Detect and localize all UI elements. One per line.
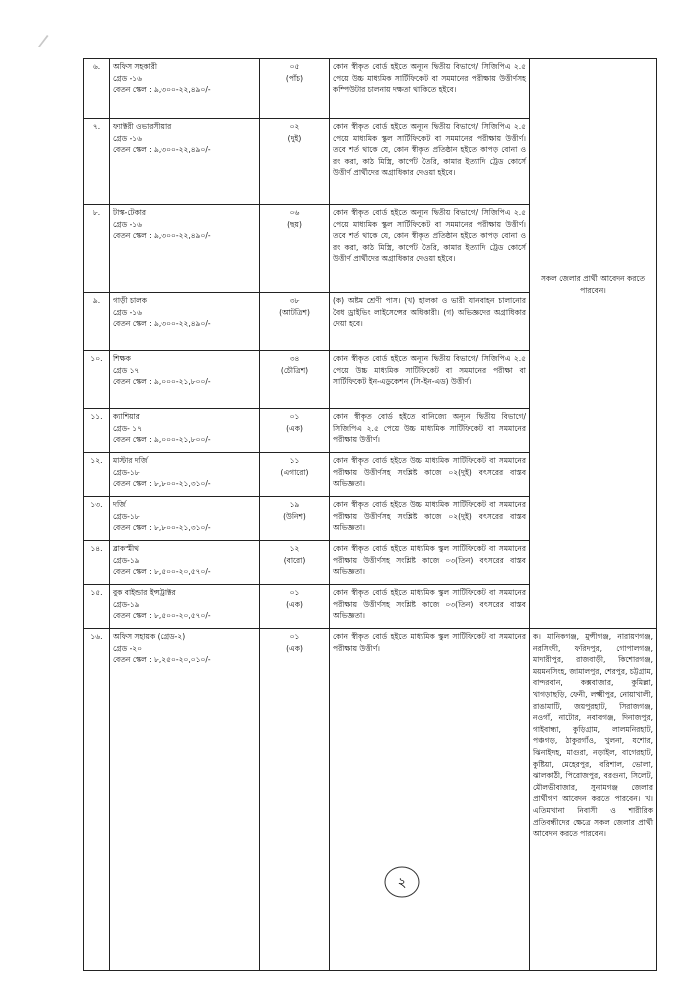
post-count: ৩৪ [289, 354, 300, 363]
serial-no: ১০. [90, 354, 103, 363]
post-count-words: (এক) [286, 643, 303, 653]
serial-no: ৭. [92, 122, 101, 131]
post-count-words: (এক) [286, 423, 303, 433]
qualification-text: (ক) অষ্টম শ্রেণী পাস। (খ) হালকা ও ভারী যানবাহন চালানোর বৈধ ড্রাইভিং লাইসেন্সের অধিকারী। (গ) অভিজ্ঞদের অগ্রাধিকার দেয়া হবে। [333, 296, 526, 329]
qualification-cell [330, 293, 530, 351]
qualification-text: কোন স্বীকৃত বোর্ড হইতে অন্যূন দ্বিতীয় বিভাগে/ সিজিপিএ ২.৫ পেয়ে মাধ্যমিক স্কুল সার্টিফিকেট বা সমমানের পরীক্ষায় উত্তীর্ণ। তবে শর্ত থাকে যে, কোন স্বীকৃত প্রতিষ্ঠান হইতে কাপড় বোনা ও রং করা, কাঠ মিস্ত্রি, কার্পেট তৈরি, কামার ইত্যাদি ট্রেড কোর্সে উত্তীর্ণ প্রার্থীদের অগ্রাধিকার দেওয়া হইবে। [333, 208, 526, 264]
post-grade: গ্রেড- ১৭ [113, 423, 143, 433]
post-name: দর্জি [113, 500, 126, 509]
post-cell [110, 453, 260, 497]
serial-cell [84, 293, 110, 351]
serial-cell [84, 541, 110, 585]
qualification-cell [330, 351, 530, 409]
serial-no: ১২. [90, 456, 103, 465]
post-grade: গ্রেড -১৬ [113, 73, 143, 83]
post-grade: গ্রেড-১৯ [113, 555, 140, 565]
qualification-cell [330, 59, 530, 119]
serial-no: ১১. [90, 412, 103, 421]
post-cell [110, 59, 260, 119]
post-count: ০২ [289, 122, 300, 131]
post-count: ১১ [289, 456, 300, 465]
district-all-text: সকল জেলার প্রার্থী আবেদন করতে পারবেন। [540, 274, 646, 295]
serial-cell [84, 629, 110, 971]
page-number-mark [382, 862, 422, 902]
serial-no: ১৬. [90, 632, 103, 641]
table-row [84, 629, 657, 971]
post-count: ১৯ [289, 500, 300, 509]
post-count: ০৫ [289, 62, 300, 71]
serial-no: ১৪. [90, 544, 103, 553]
qualification-cell [330, 585, 530, 629]
qualification-text: কোন স্বীকৃত বোর্ড হইতে বানিজ্যে অন্যূন দ্বিতীয় বিভাগে/সিজিপিএ ২.৫ পেয়ে উচ্চ মাধ্যমিক সার্টিফিকেট বা সমমানের পরীক্ষায় উত্তীর্ণ। [333, 412, 526, 445]
post-grade: গ্রেড-১৮ [113, 511, 140, 521]
serial-cell [84, 409, 110, 453]
pay-scale: বেতন স্কেল : ৯,৩০০-২২,৪৯০/- [113, 85, 211, 95]
post-count: ০১ [289, 632, 300, 641]
post-count-words: (বারো) [283, 555, 306, 565]
qualification-text: কোন স্বীকৃত বোর্ড হইতে মাধ্যমিক স্কুল সার্টিফিকেট বা সমমানের পরীক্ষায় উত্তীর্ণ। [333, 632, 526, 653]
qualification-text: কোন স্বীকৃত বোর্ড হইতে উচ্চ মাধ্যমিক সার্টিফিকেট বা সমমানের পরীক্ষায় উত্তীর্ণসহ সংশ্লিষ্ট কাজে ০২(দুই) বৎসরের বাস্তব অভিজ্ঞতা। [333, 456, 526, 489]
post-count: ০১ [289, 588, 300, 597]
qualification-text: কোন স্বীকৃত বোর্ড হইতে উচ্চ মাধ্যমিক সার্টিফিকেট বা সমমানের পরীক্ষায় উত্তীর্ণসহ সংশ্লিষ্ট কাজে ০২(দুই) বৎসরের বাস্তব অভিজ্ঞতা। [333, 500, 526, 533]
qualification-text: কোন স্বীকৃত বোর্ড হইতে অন্যূন দ্বিতীয় বিভাগে/ সিজিপিএ ২.৫ পেয়ে উচ্চ মাধ্যমিক সার্টিফিকেট বা সমমানের পরীক্ষায় উত্তীর্ণসহ কম্পিউটার চালনায় দক্ষতা থাকিতে হইবে। [333, 62, 526, 95]
table-row [84, 59, 657, 119]
qualification-cell [330, 629, 530, 971]
post-count: ৩৮ [289, 296, 300, 305]
post-grade: গ্রেড -১৬ [113, 219, 143, 229]
serial-cell [84, 351, 110, 409]
count-cell [260, 409, 330, 453]
count-cell [260, 629, 330, 971]
count-cell [260, 351, 330, 409]
post-count: ০১ [289, 412, 300, 421]
qualification-cell [330, 205, 530, 293]
count-cell [260, 293, 330, 351]
pay-scale: বেতন স্কেল : ৯,০০০-২১,৮০০/- [113, 377, 211, 387]
qualification-cell [330, 119, 530, 205]
post-name: ফ্যাক্টরী ওভারসীয়ার [113, 122, 172, 131]
post-count-words: (এগারো) [280, 467, 309, 477]
pay-scale: বেতন স্কেল : ৯,০০০-২১,৮০০/- [113, 435, 211, 445]
serial-no: ৬. [92, 62, 101, 71]
post-name: অফিস সহায়ক (গ্রেড-২) [113, 632, 186, 641]
post-name: ব্লাকস্মীথ [113, 544, 139, 553]
post-count-words: (এক) [286, 599, 303, 609]
post-cell [110, 541, 260, 585]
post-grade: গ্রেড -২০ [113, 643, 143, 653]
pay-scale: বেতন স্কেল : ৮,২৫০-২০,০১০/- [113, 655, 211, 665]
qualification-cell [330, 541, 530, 585]
post-name: অফিস সহকারী [113, 62, 158, 71]
post-count-words: (চৌত্রিশ) [280, 365, 309, 375]
post-cell [110, 629, 260, 971]
post-count-words: (আটত্রিশ) [279, 307, 310, 317]
district-restricted-text: ক। মানিকগঞ্জ, মুন্সীগঞ্জ, নারায়ণগঞ্জ, নরসিংদী, ফরিদপুর, গোপালগঞ্জ, মাদারীপুর, রাজবাড়ী, কিশোরগঞ্জ, ময়মনসিংহ, জামালপুর, শেরপুর, চট্টগ্রাম, বান্দরবান, কক্সবাজার, কুমিল্লা, খাগড়াছড়ি, ফেনী, লক্ষ্মীপুর, নোয়াখালী, রাঙামাটি, জয়পুরহাট, সিরাজগঞ্জ, নওগাঁ, নাটোর, নবাবগঞ্জ, দিনাজপুর, গাইবান্ধা, কুড়িগ্রাম, লালমনিরহাট, পঞ্চগড়, ঠাকুরগাঁও, খুলনা, যশোর, ঝিনাইদহ, মাগুরা, নড়াইল, বাগেরহাট, কুষ্টিয়া, মেহেরপুর, বরিশাল, ভোলা, ঝালকাঠী, পিরোজপুর, বরগুনা, সিলেট, মৌলভীবাজার, সুনামগঞ্জ জেলার প্রার্থীগণ আবেদন করতে পারবেন। খ। এতিমখানা নিবাসী ও শারীরিক প্রতিবন্ধীদের ক্ষেত্রে সকল জেলার প্রার্থী আবেদন করতে পারবেন। [533, 632, 653, 839]
post-grade: গ্রেড -১৬ [113, 307, 143, 317]
post-cell [110, 585, 260, 629]
count-cell [260, 497, 330, 541]
page-number: ২ [397, 875, 407, 891]
serial-cell [84, 585, 110, 629]
post-count-words: (উনিশ) [283, 511, 306, 521]
serial-no: ৯. [92, 296, 101, 305]
district-cell-all [530, 59, 657, 629]
post-cell [110, 497, 260, 541]
count-cell [260, 119, 330, 205]
serial-cell [84, 497, 110, 541]
post-cell [110, 293, 260, 351]
post-grade: গ্রেড-১৯ [113, 599, 140, 609]
qualification-text: কোন স্বীকৃত বোর্ড হইতে মাধ্যমিক স্কুল সার্টিফিকেট বা সমমানের পরীক্ষায় উত্তীর্ণসহ সংশ্লিষ্ট কাজে ০৩(তিন) বৎসরের বাস্তব অভিজ্ঞতা। [333, 588, 526, 621]
count-cell [260, 205, 330, 293]
qualification-cell [330, 453, 530, 497]
qualification-text: কোন স্বীকৃত বোর্ড হইতে মাধ্যমিক স্কুল সার্টিফিকেট বা সমমানের পরীক্ষায় উত্তীর্ণসহ সংশ্লিষ্ট কাজে ০৩(তিন) বৎসরের বাস্তব অভিজ্ঞতা। [333, 544, 526, 577]
pay-scale: বেতন স্কেল : ৮,৮০০-২১,৩১০/- [113, 523, 211, 533]
post-count: ১২ [289, 544, 300, 553]
post-cell [110, 409, 260, 453]
serial-cell [84, 453, 110, 497]
pay-scale: বেতন স্কেল : ৮,৫০০-২০,৫৭০/- [113, 567, 211, 577]
serial-cell [84, 59, 110, 119]
qualification-cell [330, 409, 530, 453]
count-cell [260, 541, 330, 585]
post-name: মাস্টার দর্জি [113, 456, 148, 465]
post-count-words: (দুই) [287, 133, 302, 143]
post-count-words: (পাঁচ) [285, 73, 304, 83]
serial-no: ১৫. [90, 588, 103, 597]
count-cell [260, 59, 330, 119]
post-name: ক্যাশিয়ার [113, 412, 140, 421]
pay-scale: বেতন স্কেল : ৮,৫০০-২০,৫৭০/- [113, 611, 211, 621]
serial-no: ১৩. [90, 500, 103, 509]
district-cell-restricted [530, 629, 657, 971]
post-name: টাস্ক-টেকার [113, 208, 147, 217]
serial-no: ৮. [92, 208, 101, 217]
pen-mark [35, 33, 51, 49]
post-grade: গ্রেড -১৬ [113, 133, 143, 143]
post-grade: গ্রেড ১৭ [113, 365, 140, 375]
post-name: গাড়ী চালক [113, 296, 148, 305]
qualification-cell [330, 497, 530, 541]
pay-scale: বেতন স্কেল : ৯,৩০০-২২,৪৯০/- [113, 319, 211, 329]
post-name: বুক বাইন্ডার ইন্সট্রাক্টর [113, 588, 176, 597]
serial-cell [84, 119, 110, 205]
post-grade: গ্রেড-১৮ [113, 467, 140, 477]
pay-scale: বেতন স্কেল : ৮,৮০০-২১,৩১০/- [113, 479, 211, 489]
post-name: শিক্ষক [113, 354, 131, 363]
count-cell [260, 585, 330, 629]
count-cell [260, 453, 330, 497]
pay-scale: বেতন স্কেল : ৯,৩০০-২২,৪৯০/- [113, 231, 211, 241]
job-table [83, 58, 657, 971]
pay-scale: বেতন স্কেল : ৯,৩০০-২২,৪৯০/- [113, 145, 211, 155]
post-cell [110, 205, 260, 293]
post-cell [110, 351, 260, 409]
serial-cell [84, 205, 110, 293]
post-cell [110, 119, 260, 205]
qualification-text: কোন স্বীকৃত বোর্ড হইতে অন্যূন দ্বিতীয় বিভাগে/ সিজিপিএ ২.৫ পেয়ে উচ্চ মাধ্যমিক সার্টিফিকেট বা সমমানের পরীক্ষা বা সার্টিফিকেট ইন-এডুকেশন (সি-ইন-এড) উত্তীর্ণ। [333, 354, 526, 387]
post-count: ০৬ [289, 208, 300, 217]
qualification-text: কোন স্বীকৃত বোর্ড হইতে অন্যূন দ্বিতীয় বিভাগে/ সিজিপিএ ২.৫ পেয়ে মাধ্যমিক স্কুল সার্টিফিকেট বা সমমানের পরীক্ষায় উত্তীর্ণ। তবে শর্ত থাকে যে, কোন স্বীকৃত প্রতিষ্ঠান হইতে কাপড় বোনা ও রং করা, কাঠ মিস্ত্রি, কার্পেট তৈরি, কামার ইত্যাদি ট্রেড কোর্সে উত্তীর্ণ প্রার্থীদের অগ্রাধিকার দেওয়া হইবে। [333, 122, 526, 178]
post-count-words: (ছয়) [287, 219, 302, 229]
